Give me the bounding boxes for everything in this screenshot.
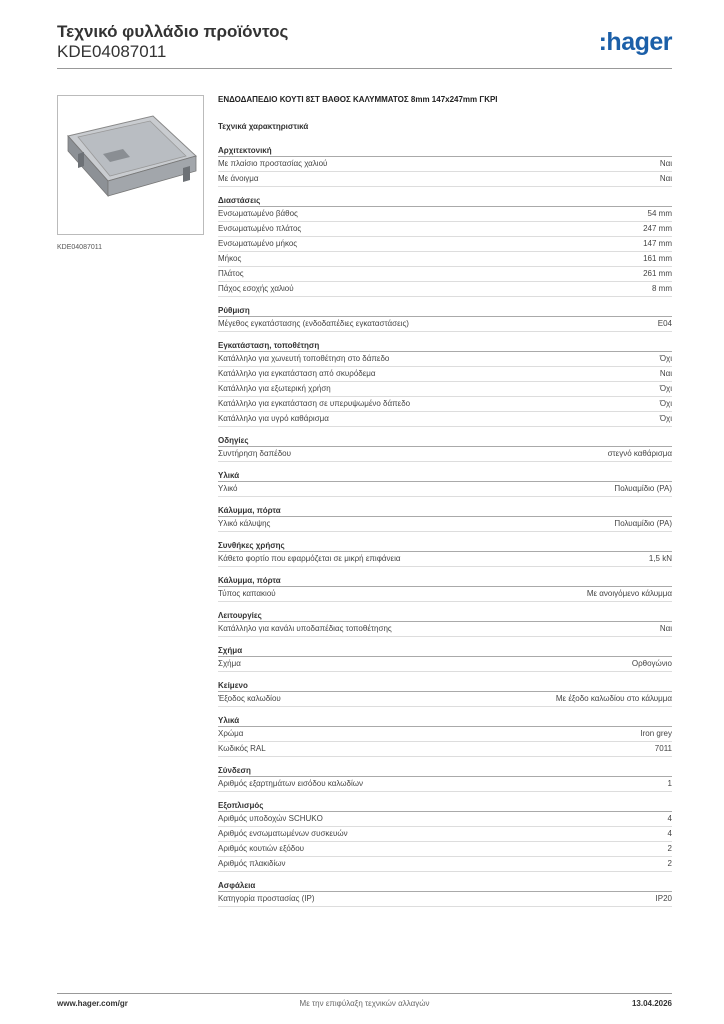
- spec-row: [218, 317, 672, 332]
- spec-value: Όχι: [659, 414, 672, 423]
- spec-value: Iron grey: [640, 729, 672, 738]
- spec-label: Κατάλληλο για χωνευτή τοποθέτηση στο δάπεδο: [218, 354, 390, 363]
- spec-row: [218, 517, 672, 532]
- spec-row: [218, 172, 672, 187]
- spec-label: Κατηγορία προστασίας (IP): [218, 894, 315, 903]
- spec-row: [218, 367, 672, 382]
- spec-label: Αριθμός κουτιών εξόδου: [218, 844, 305, 853]
- section-title: Συνθήκες χρήσης: [218, 540, 672, 552]
- spec-value: στεγνό καθάρισμα: [607, 449, 672, 458]
- spec-label: Κατάλληλο για εγκατάσταση σε υπερυψωμένο δάπεδο: [218, 399, 411, 408]
- spec-value: Ναι: [659, 159, 672, 168]
- section-title: Ασφάλεια: [218, 880, 672, 892]
- spec-label: Μήκος: [218, 254, 242, 263]
- spec-value: 1: [667, 779, 672, 788]
- section-title: Κείμενο: [218, 680, 672, 692]
- spec-value: Όχι: [659, 384, 672, 393]
- section-title: Υλικά: [218, 470, 672, 482]
- spec-sections: [218, 145, 672, 907]
- section-title: Λειτουργίες: [218, 610, 672, 622]
- spec-value: 2: [667, 859, 672, 868]
- spec-section: [218, 880, 672, 907]
- spec-section: [218, 800, 672, 872]
- spec-value: Ορθογώνιο: [631, 659, 672, 668]
- section-title: Εγκατάσταση, τοποθέτηση: [218, 340, 672, 352]
- spec-row: [218, 352, 672, 367]
- spec-row: [218, 742, 672, 757]
- spec-label: Πλάτος: [218, 269, 244, 278]
- spec-row: [218, 222, 672, 237]
- floor-box-illustration: [58, 96, 203, 234]
- spec-section: [218, 610, 672, 637]
- section-title: Υλικά: [218, 715, 672, 727]
- spec-value: Με ανοιγόμενο κάλυμμα: [586, 589, 672, 598]
- image-caption: KDE04087011: [57, 244, 103, 251]
- spec-row: [218, 827, 672, 842]
- spec-section: [218, 715, 672, 757]
- spec-value: 247 mm: [643, 224, 672, 233]
- spec-row: [218, 412, 672, 427]
- spec-value: Με έξοδο καλωδίου στο κάλυμμα: [555, 694, 672, 703]
- spec-label: Τύπος καπακιού: [218, 589, 276, 598]
- spec-value: 4: [667, 814, 672, 823]
- spec-label: Με πλαίσιο προστασίας χαλιού: [218, 159, 328, 168]
- spec-row: [218, 657, 672, 672]
- spec-value: IP20: [655, 894, 672, 903]
- section-title: Κάλυμμα, πόρτα: [218, 505, 672, 517]
- spec-value: Όχι: [659, 399, 672, 408]
- spec-label: Κατάλληλο για εγκατάσταση από σκυρόδεμα: [218, 369, 376, 378]
- spec-row: [218, 267, 672, 282]
- product-title: ΕΝΔΟΔΑΠΕΔΙΟ ΚΟΥΤΙ 8ΣΤ ΒΑΘΟΣ ΚΑΛΥΜΜΑΤΟΣ 8mm 147x247mm ΓΚΡΙ: [218, 95, 498, 104]
- header: [57, 22, 288, 62]
- tech-specs-heading: Τεχνικά χαρακτηριστικά: [218, 122, 309, 131]
- spec-label: Έξοδος καλωδίου: [218, 694, 281, 703]
- spec-section: [218, 470, 672, 497]
- spec-row: [218, 482, 672, 497]
- spec-row: [218, 237, 672, 252]
- spec-row: [218, 892, 672, 907]
- footer-website[interactable]: www.hager.com/gr: [57, 999, 128, 1008]
- spec-label: Κάθετο φορτίο που εφαρμόζεται σε μικρή επιφάνεια: [218, 554, 401, 563]
- spec-label: Κατάλληλο για υγρό καθάρισμα: [218, 414, 329, 423]
- spec-section: [218, 765, 672, 792]
- spec-value: Ναι: [659, 369, 672, 378]
- spec-label: Ενσωματωμένο μήκος: [218, 239, 298, 248]
- spec-label: Μέγεθος εγκατάστασης (ενδοδαπέδιες εγκαταστάσεις): [218, 319, 409, 328]
- footer-note: Με την επιφύλαξη τεχνικών αλλαγών: [299, 999, 430, 1008]
- footer-divider: [57, 993, 672, 994]
- spec-row: [218, 447, 672, 462]
- spec-label: Αριθμός ενσωματωμένων συσκευών: [218, 829, 348, 838]
- header-divider: [57, 68, 672, 69]
- spec-label: Χρώμα: [218, 729, 244, 738]
- product-code: KDE04087011: [57, 42, 167, 61]
- spec-label: Αριθμός πλακιδίων: [218, 859, 286, 868]
- section-title: Διαστάσεις: [218, 195, 672, 207]
- spec-value: 7011: [654, 744, 672, 753]
- spec-row: [218, 777, 672, 792]
- spec-label: Ενσωματωμένο βάθος: [218, 209, 298, 218]
- footer-date: 13.04.2026: [631, 999, 672, 1008]
- spec-row: [218, 207, 672, 222]
- product-image: [57, 95, 204, 235]
- spec-label: Αριθμός υποδοχών SCHUKO: [218, 814, 323, 823]
- spec-value: 8 mm: [652, 284, 672, 293]
- spec-value: 147 mm: [643, 239, 672, 248]
- spec-value: 161 mm: [643, 254, 672, 263]
- section-title: Αρχιτεκτονική: [218, 145, 672, 157]
- spec-value: Πολυαμίδιο (PA): [614, 484, 672, 493]
- spec-row: [218, 587, 672, 602]
- spec-label: Κατάλληλο για κανάλι υποδαπέδιας τοποθέτησης: [218, 624, 392, 633]
- spec-row: [218, 727, 672, 742]
- section-title: Εξοπλισμός: [218, 800, 672, 812]
- document-title: Τεχνικό φυλλάδιο προϊόντος: [57, 22, 289, 41]
- spec-section: [218, 505, 672, 532]
- spec-row: [218, 157, 672, 172]
- spec-value: 261 mm: [643, 269, 672, 278]
- spec-row: [218, 812, 672, 827]
- spec-section: [218, 145, 672, 187]
- spec-section: [218, 575, 672, 602]
- spec-value: Πολυαμίδιο (PA): [614, 519, 672, 528]
- spec-section: [218, 195, 672, 297]
- spec-section: [218, 540, 672, 567]
- spec-label: Υλικό: [218, 484, 238, 493]
- spec-row: [218, 252, 672, 267]
- spec-row: [218, 397, 672, 412]
- spec-section: [218, 680, 672, 707]
- spec-section: [218, 435, 672, 462]
- section-title: Σύνδεση: [218, 765, 672, 777]
- spec-row: [218, 622, 672, 637]
- spec-label: Κατάλληλο για εξωτερική χρήση: [218, 384, 331, 393]
- spec-row: [218, 282, 672, 297]
- hager-logo: :hager: [598, 28, 672, 56]
- spec-value: E04: [657, 319, 672, 328]
- spec-section: [218, 305, 672, 332]
- spec-label: Συντήρηση δαπέδου: [218, 449, 291, 458]
- section-title: Οδηγίες: [218, 435, 672, 447]
- section-title: Κάλυμμα, πόρτα: [218, 575, 672, 587]
- spec-value: 1,5 kN: [648, 554, 672, 563]
- section-title: Σχήμα: [218, 645, 672, 657]
- spec-value: Όχι: [659, 354, 672, 363]
- spec-value: Ναι: [659, 624, 672, 633]
- spec-label: Αριθμός εξαρτημάτων εισόδου καλωδίων: [218, 779, 363, 788]
- spec-row: [218, 552, 672, 567]
- spec-label: Κωδικός RAL: [218, 744, 266, 753]
- section-title: Ρύθμιση: [218, 305, 672, 317]
- spec-label: Ενσωματωμένο πλάτος: [218, 224, 302, 233]
- spec-value: 4: [667, 829, 672, 838]
- spec-content: [218, 95, 672, 915]
- spec-section: [218, 340, 672, 427]
- spec-value: 54 mm: [647, 209, 672, 218]
- spec-row: [218, 857, 672, 872]
- spec-row: [218, 842, 672, 857]
- spec-value: Ναι: [659, 174, 672, 183]
- spec-row: [218, 692, 672, 707]
- spec-label: Με άνοιγμα: [218, 174, 259, 183]
- spec-label: Σχήμα: [218, 659, 241, 668]
- spec-value: 2: [667, 844, 672, 853]
- spec-section: [218, 645, 672, 672]
- spec-row: [218, 382, 672, 397]
- spec-label: Υλικό κάλυψης: [218, 519, 271, 528]
- spec-label: Πάχος εσοχής χαλιού: [218, 284, 294, 293]
